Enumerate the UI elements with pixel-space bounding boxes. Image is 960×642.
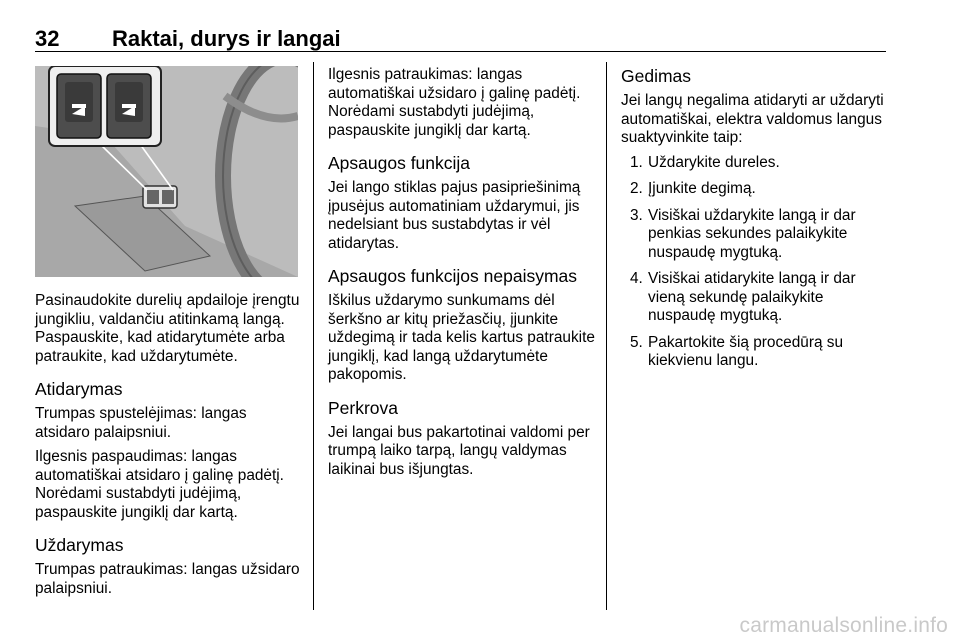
- step-text: Visiškai atidarykite langą ir dar vieną sekundę palaikykite nuspaudę mygtuką.: [648, 270, 856, 324]
- step-text: Pakartokite šią procedūrą su kiekvienu langu.: [648, 333, 844, 369]
- watermark: carmanualsonline.info: [739, 614, 948, 637]
- list-item: [621, 207, 886, 263]
- column-1: [35, 66, 300, 604]
- step-number: 5.: [630, 333, 643, 351]
- close-paragraph-2: Ilgesnis patraukimas: langas automatiškai užsidaro į galinę padėtį. Norėdami sustabdyti judėjimą, paspauskite jungiklį dar kartą.: [328, 66, 581, 139]
- override-heading: Apsaugos funkcijos nepaisymas: [328, 266, 578, 286]
- column-3: [621, 66, 886, 379]
- steps-list: [621, 154, 886, 371]
- page-number: 32: [35, 26, 60, 51]
- column-divider: [606, 62, 607, 610]
- protection-paragraph: Jei lango stiklas pajus pasipriešinimą įpusėjus automatiniam uždarymui, jis nedelsiant bus sustabdytas ir vėl atidarytas.: [328, 179, 581, 252]
- list-item: [621, 270, 886, 326]
- overload-paragraph: Jei langai bus pakartotinai valdomi per trumpą laiko tarpą, langų valdymas laikinai bus išjungtas.: [328, 423, 590, 478]
- list-item: [621, 180, 886, 199]
- step-text: Visiškai uždarykite langą ir dar penkias sekundes palaikykite nuspaudę mygtuką.: [648, 206, 856, 261]
- intro-paragraph: Pasinaudokite durelių apdailoje įrengtu jungikliu, valdančiu atitinkamą langą. Paspauskite, kad atidarytumėte arba patraukite, kad uždarytumėte.: [35, 292, 300, 365]
- step-number: 3.: [630, 206, 643, 224]
- open-heading: Atidarymas: [35, 379, 123, 399]
- step-text: Įjunkite degimą.: [648, 180, 756, 197]
- page-header: [35, 26, 885, 52]
- window-switch-illustration: [35, 66, 298, 277]
- close-heading: Uždarymas: [35, 535, 124, 555]
- step-number: 4.: [630, 270, 643, 287]
- overload-heading: Perkrova: [328, 397, 399, 418]
- open-paragraph-1: Trumpas spustelėjimas: langas atsidaro palaipsniui.: [35, 405, 247, 441]
- protection-heading: Apsaugos funkcija: [328, 153, 471, 173]
- list-item: [621, 334, 886, 371]
- fault-paragraph: Jei langų negalima atidaryti ar uždaryti automatiškai, elektra valdomus langus suaktyvinkite taip:: [621, 92, 884, 146]
- step-number: 2.: [630, 180, 643, 197]
- fault-heading: Gedimas: [621, 66, 692, 86]
- step-text: Uždarykite dureles.: [648, 153, 780, 171]
- header-rule: [35, 51, 886, 52]
- column-2: [328, 66, 598, 485]
- close-paragraph-1: Trumpas patraukimas: langas užsidaro palaipsniui.: [35, 561, 300, 597]
- step-number: 1.: [630, 153, 643, 171]
- list-item: [621, 154, 886, 173]
- override-paragraph: Iškilus uždarymo sunkumams dėl šerkšno ar kitų priežasčių, įjunkite uždegimą ir tada kelis kartus patraukite jungiklį, kad langą uždarytumėte pakopomis.: [328, 292, 595, 383]
- column-divider: [313, 62, 314, 610]
- open-paragraph-2: Ilgesnis paspaudimas: langas automatiškai atsidaro į galinę padėtį. Norėdami sustabdyti judėjimą, paspauskite jungiklį dar kartą.: [35, 448, 284, 521]
- window-switch-drawing: [35, 66, 298, 277]
- page-title: Raktai, durys ir langai: [112, 26, 341, 51]
